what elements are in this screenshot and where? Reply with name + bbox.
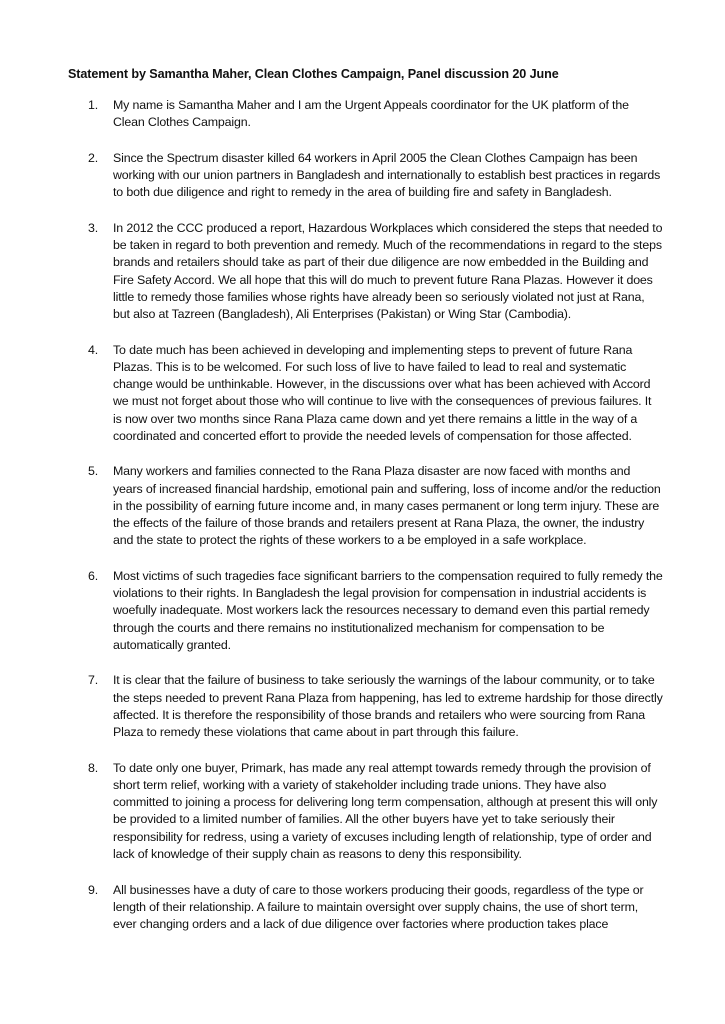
list-item-number: 3. xyxy=(88,221,99,236)
list-item-number: 2. xyxy=(88,150,99,165)
list-item-text: To date much has been achieved in developing and implementing steps to prevent of future Rana Plazas. This is to be welcomed. For such loss of live to have failed to lead to real and systematic change would be unthinkable. However, in the discussions over what has been achieved with Accord we must not forget about those who will continue to live with the consequences of previous failures. It is now over two months since Rana Plaza came down and yet there remains a little in the way of a coordinated and concerted effort to provide the needed levels of compensation for those affected. xyxy=(113,342,652,443)
list-item-number: 1. xyxy=(88,98,99,112)
list-item xyxy=(68,882,663,934)
document-title: Statement by Samantha Maher, Clean Clothes Campaign, Panel discussion 20 June xyxy=(68,67,559,81)
list-item-text: It is clear that the failure of business to take seriously the warnings of the labour community, or to take the steps needed to prevent Rana Plaza from happening, has led to extreme hardship for those directly affected. It is therefore the responsibility of those brands and retailers who were sourcing from Rana Plaza to remedy these violations that came about in part through this failure. xyxy=(113,673,663,740)
list-item xyxy=(68,342,663,445)
list-item-text: In 2012 the CCC produced a report, Hazardous Workplaces which considered the steps that needed to be taken in regard to both prevention and remedy. Much of the recommendations in regard to the steps brands and retailers should take as part of their due diligence are now embedded in the Building and Fire Safety Accord. We all hope that this will do much to prevent future Rana Plazas. However it does little to remedy those families whose rights have already been so seriously violated not just at Rana, but also at Tazreen (Bangladesh), Ali Enterprises (Pakistan) or Wing Star (Cambodia). xyxy=(113,221,663,322)
list-item-number: 5. xyxy=(88,464,99,479)
list-item xyxy=(68,672,663,741)
statement-list xyxy=(68,97,663,933)
list-item xyxy=(68,568,663,654)
list-item-text: To date only one buyer, Primark, has made any real attempt towards remedy through the provision of short term relief, working with a variety of stakeholder including trade unions. They have also committed to joining a process for delivering long term compensation, although at present this will only be provided to a limited number of families. All the other buyers have yet to take seriously their responsibility for redress, using a variety of excuses including length of relationship, type of order and lack of knowledge of their supply chain as reasons to deny this responsibility. xyxy=(113,760,658,861)
list-item xyxy=(68,97,663,131)
list-item xyxy=(68,150,663,202)
list-item xyxy=(68,463,663,549)
list-item-number: 6. xyxy=(88,568,99,583)
list-item-text: Since the Spectrum disaster killed 64 workers in April 2005 the Clean Clothes Campaign has been working with our union partners in Bangladesh and internationally to establish best practices in regards to both due diligence and right to remedy in the area of building fire and safety in Bangladesh. xyxy=(113,150,661,200)
list-item-number: 4. xyxy=(88,342,99,357)
list-item-number: 9. xyxy=(88,882,99,897)
list-item-number: 8. xyxy=(88,760,99,775)
list-item xyxy=(68,220,663,323)
list-item xyxy=(68,760,663,863)
list-item-text: Most victims of such tragedies face significant barriers to the compensation required to fully remedy the violations to their rights. In Bangladesh the legal provision for compensation in industrial accidents is woefully inadequate. Most workers lack the resources necessary to demand even this partial remedy through the courts and there remains no institutionalized mechanism for compensation to be automatically granted. xyxy=(113,568,663,652)
list-item-text: Many workers and families connected to the Rana Plaza disaster are now faced with months and years of increased financial hardship, emotional pain and suffering, loss of income and/or the reduction in the possibility of earning future income and, in many cases permanent or long term injury. These are the effects of the failure of those brands and retailers present at Rana Plaza, the owner, the industry and the state to protect the rights of these workers to a be employed in a safe workplace. xyxy=(113,464,661,548)
list-item-number: 7. xyxy=(88,673,99,688)
list-item-text: All businesses have a duty of care to those workers producing their goods, regardless of the type or length of their relationship. A failure to maintain oversight over supply chains, the use of short term, ever changing orders and a lack of due diligence over factories where production takes place xyxy=(113,882,644,931)
list-item-text: My name is Samantha Maher and I am the Urgent Appeals coordinator for the UK platform of the Clean Clothes Campaign. xyxy=(113,98,629,130)
